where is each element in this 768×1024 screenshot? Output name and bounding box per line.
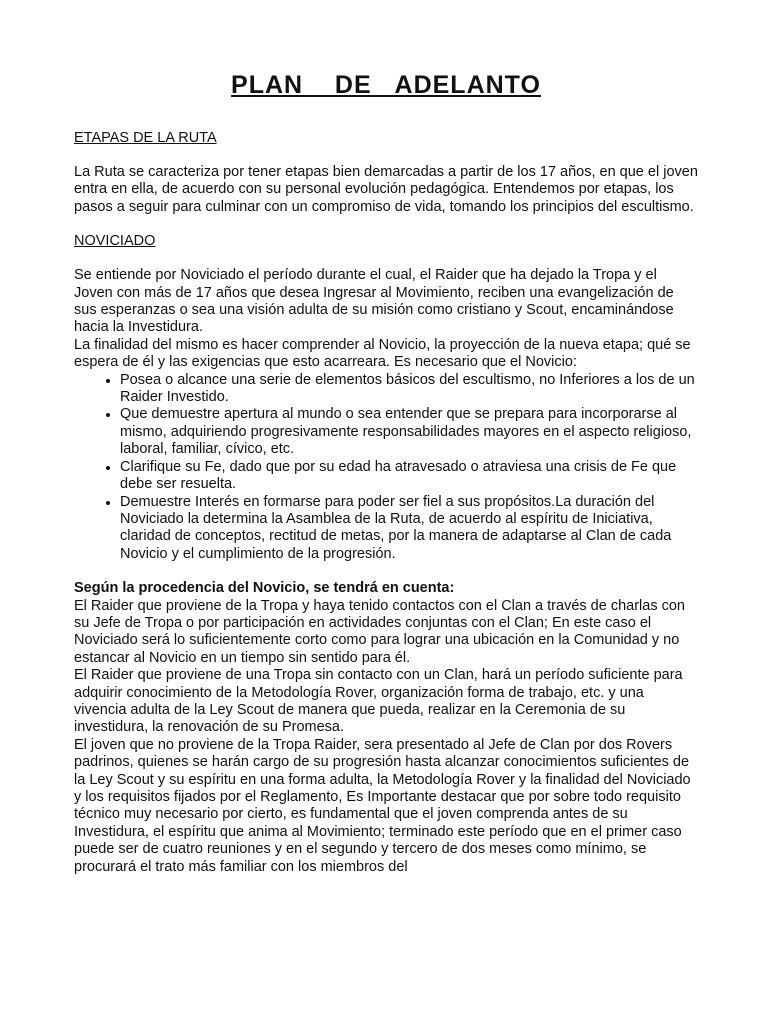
paragraph-joven-externo: El joven que no proviene de la Tropa Raider, sera presentado al Jefe de Clan por dos Rovers padrinos, quienes se harán cargo de su progresión hasta alcanzar conocimientos suficientes de la Ley Scout y su espíritu en una forma adulta, la Metodología Rover y la finalidad del Noviciado y los requisitos fijados por el Reglamento, Es Importante destacar que por sobre todo requisito técnico muy necesario por cierto, es fundamental que el joven comprenda antes de su Investidura, el espíritu que anima al Movimiento; terminado este período que en el primer caso puede ser de cuatro reuniones y en el segundo y tercero de dos meses como mínimo, se procurará el trato más familiar con los miembros del: [74, 736, 691, 875]
paragraph-raider-sin-contacto: El Raider que proviene de una Tropa sin contacto con un Clan, hará un período suficiente para adquirir conocimiento de la Metodología Rover, organización forma de trabajo, etc. y una vivencia adulta de la Ley Scout de manera que pueda, realizar en la Ceremonia de su investidura, la renovación de su Promesa.: [74, 667, 683, 736]
section-heading-noviciado: NOVICIADO: [74, 233, 156, 250]
list-item: • Clarifique su Fe, dado que por su edad ha atravesado o atraviesa una crisis de Fe que debe ser resuelta.: [120, 459, 698, 494]
list-item: • Posea o alcance una serie de elementos básicos del escultismo, no Inferiores a los de un Raider Investido.: [120, 372, 698, 407]
paragraph-noviciado-finalidad: La finalidad del mismo es hacer comprender al Novicio, la proyección de la nueva etapa; qué se espera de él y las exigencias que esto acarreara. Es necesario que el Novicio:: [74, 336, 691, 371]
list-item: • Demuestre Interés en formarse para poder ser fiel a sus propósitos.La duración del Noviciado la determina la Asamblea de la Ruta, de acuerdo al espíritu de Iniciativa, claridad de conceptos, rectitud de metas, por la manera de adaptarse al Clan de cada Novicio y el cumplimiento de la progresión.: [120, 494, 698, 564]
paragraph-noviciado-definition: Se entiende por Noviciado el período durante el cual, el Raider que ha dejado la Tropa y el Joven con más de 17 años que desea Ingresar al Movimiento, reciben una evangelización de sus esperanzas o sea una visión adulta de su misión como cristiano y Scout, encaminándose hacia la Investidura.: [74, 267, 674, 336]
paragraph-etapas: La Ruta se caracteriza por tener etapas bien demarcadas a partir de los 17 años, en que el joven entra en ella, de acuerdo con su personal evolución pedagógica. Entendemos por etapas, los pasos a seguir para culminar con un compromiso de vida, tomando los principios del escultismo.: [74, 164, 698, 215]
paragraph-raider-con-contacto: El Raider que proviene de la Tropa y haya tenido contactos con el Clan a través de charlas con su Jefe de Tropa o por participación en actividades conjuntas con el Clan; En este caso el Noviciado será lo suficientemente corto como para lograr una ubicación en la Comunidad y no estancar al Novicio en un tiempo sin sentido para él.: [74, 597, 685, 666]
section-heading-procedencia: Según la procedencia del Novicio, se tendrá en cuenta:: [74, 580, 455, 597]
document-title: PLAN DE ADELANTO: [231, 71, 541, 99]
section-heading-etapas: ETAPAS DE LA RUTA: [74, 130, 217, 146]
requirements-list: [74, 372, 698, 563]
list-item: • Que demuestre apertura al mundo o sea entender que se prepara para incorporarse al mismo, adquiriendo progresivamente responsabilidades mayores en el aspecto religioso, laboral, familiar, cívico, etc.: [120, 406, 698, 458]
